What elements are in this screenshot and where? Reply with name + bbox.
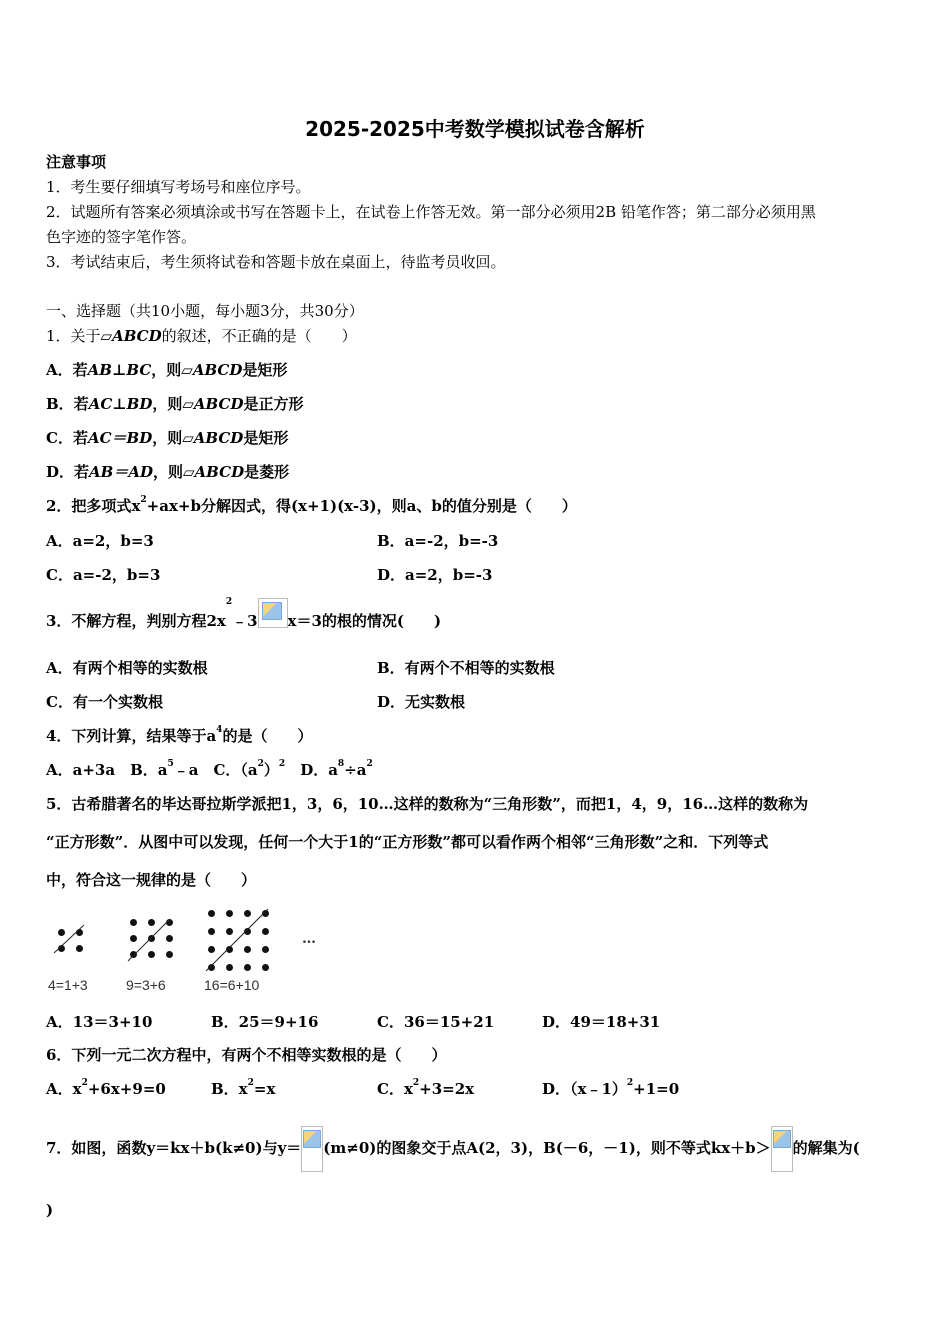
notice-item: 色字迹的签字笔作答。: [46, 228, 197, 246]
q5-option-a: A．13＝3+10: [46, 1013, 153, 1031]
q1-option-d: D．若AB＝AD，则▱ABCD是菱形: [46, 463, 290, 481]
q4-stem: 4．下列计算，结果等于$a^4$的是（ ）: [46, 725, 313, 745]
q6-stem: 6．下列一元二次方程中，有两个不相等实数根的是（ ）: [46, 1046, 447, 1064]
q5-stem-line: 中，符合这一规律的是（ ）: [46, 871, 257, 889]
q3-option-b: B．有两个不相等的实数根: [377, 659, 555, 677]
q7-close-paren: ): [46, 1201, 54, 1219]
q1-option-a: A．若AB⊥BC，则▱ABCD是矩形: [46, 361, 288, 379]
q4-options: A．a+3a B．$a^5﹣a$ C．$(a^2)^2$ D．$a^8\div a^2$: [46, 759, 373, 779]
q3-option-d: D．无实数根: [377, 693, 466, 711]
q5-stem-line: “正方形数”．从图中可以发现，任何一个大于1的“正方形数”都可以看作两个相邻“三角形数”之和．下列等式: [46, 833, 769, 851]
q1-option-c: C．若AC＝BD，则▱ABCD是矩形: [46, 429, 289, 447]
q6-option-a: A．$x^2+6x+9=0$: [46, 1078, 166, 1098]
q1-option-b: B．若AC⊥BD，则▱ABCD是正方形: [46, 395, 304, 413]
notice-heading: 注意事项: [46, 153, 107, 171]
q3-option-c: C．有一个实数根: [46, 693, 163, 711]
fraction-image-icon: [771, 1126, 793, 1172]
q2-stem: 2．把多项式$x^2+ax+b$分解因式，得(x+1)(x-3)，则a、b的值分别是（ ）: [46, 495, 577, 515]
caption-9: 9=3+6: [126, 977, 166, 993]
caption-16: 16=6+10: [204, 977, 260, 993]
q5-option-c: C．36＝15+21: [377, 1013, 495, 1031]
notice-item: 1．考生要仔细填写考场号和座位序号。: [46, 178, 311, 196]
q5-option-d: D．49＝18+31: [542, 1013, 661, 1031]
caption-4: 4=1+3: [48, 977, 88, 993]
fraction-image-icon: [301, 1126, 323, 1172]
notice-item: 2．试题所有答案必须填涂或书写在答题卡上，在试卷上作答无效。第一部分必须用2B 铅笔作答；第二部分必须用黑: [46, 203, 816, 221]
q6-option-b: B．$x^2=x$: [211, 1078, 276, 1098]
section-heading: 一、选择题（共10小题，每小题3分，共30分）: [46, 302, 364, 320]
square-numbers-figure: [40, 905, 340, 995]
q2-option-a: A．a=2，b=3: [46, 532, 154, 550]
q2-option-b: B．a=-2，b=-3: [377, 532, 499, 550]
q2-option-c: C．a=-2，b=3: [46, 566, 161, 584]
formula-image-icon: [258, 598, 288, 628]
q5-stem-line: 5．古希腊著名的毕达哥拉斯学派把1，3，6，10…这样的数称为“三角形数”，而把1，4，9，16…这样的数称为: [46, 795, 809, 813]
divider-line: [126, 915, 176, 963]
divider-line: [52, 923, 88, 955]
ellipsis: …: [302, 931, 316, 947]
q2-option-d: D．a=2，b=-3: [377, 566, 493, 584]
page-title: 2025-2025中考数学模拟试卷含解析: [305, 117, 645, 141]
q3-stem: 3．不解方程，判别方程$2x^2﹣3$ x＝3的根的情况( ): [46, 597, 442, 630]
q1-stem: 1．关于▱ABCD的叙述，不正确的是（ ）: [46, 327, 357, 345]
q6-option-c: C．$x^2+3=2x$: [377, 1078, 475, 1098]
q7-stem: 7．如图，函数y＝kx＋b(k≠0)与y＝ (m≠0)的图象交于点A(2，3)，B(－6，－1)，则不等式kx＋b＞ 的解集为(: [46, 1110, 860, 1186]
q5-option-b: B．25＝9+16: [211, 1013, 319, 1031]
q6-option-d: D．（x﹣1）$^2$+1=0: [542, 1078, 680, 1098]
divider-line: [202, 905, 272, 975]
q3-option-a: A．有两个相等的实数根: [46, 659, 208, 677]
notice-item: 3．考试结束后，考生须将试卷和答题卡放在桌面上，待监考员收回。: [46, 253, 506, 271]
